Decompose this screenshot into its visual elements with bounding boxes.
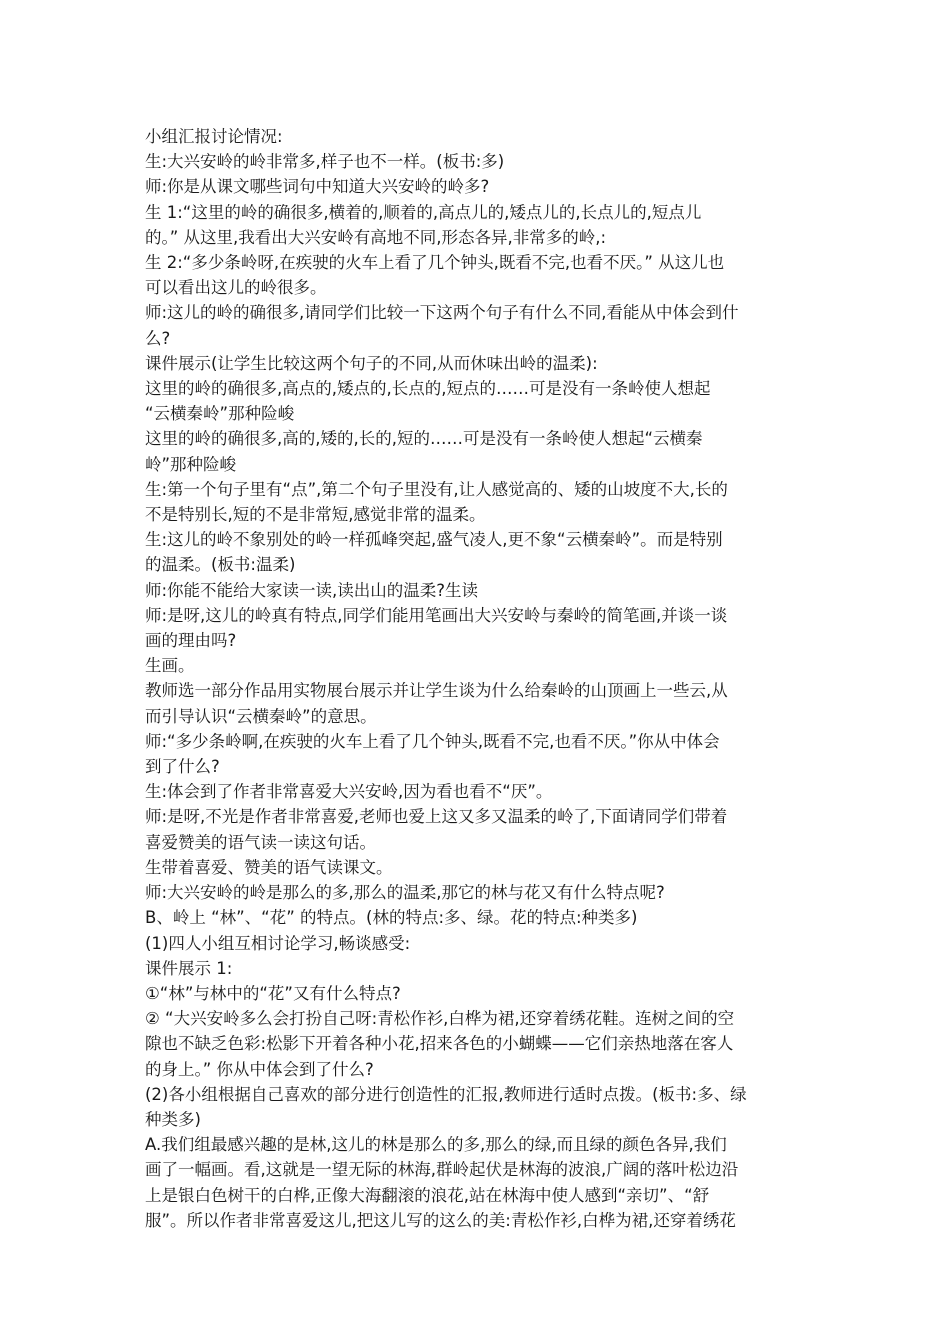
text-line: ② “大兴安岭多么会打扮自己呀:青松作衫,白桦为裙,还穿着绣花鞋。连树之间的空 bbox=[145, 1009, 735, 1029]
text-line: 这里的岭的确很多,高的,矮的,长的,短的……可是没有一条岭使人想起“云横秦 bbox=[145, 429, 703, 449]
text-line: 服”。所以作者非常喜爱这儿,把这儿写的这么的美:青松作衫,白桦为裙,还穿着绣花 bbox=[145, 1210, 736, 1230]
text-line: 而引导认识“云横秦岭”的意思。 bbox=[145, 706, 377, 726]
text-line: 画的理由吗? bbox=[145, 631, 237, 651]
text-line: 么? bbox=[145, 328, 171, 348]
text-line: 的温柔。(板书:温柔) bbox=[145, 555, 296, 575]
text-line: 教师选一部分作品用实物展台展示并让学生谈为什么给秦岭的山顶画上一些云,从 bbox=[145, 681, 728, 701]
text-line: 岭”那种险峻 bbox=[145, 454, 237, 474]
text-line: 可以看出这儿的岭很多。 bbox=[145, 278, 327, 298]
text-line: 画了一幅画。看,这就是一望无际的林海,群岭起伏是林海的波浪,广阔的落叶松边沿 bbox=[145, 1160, 739, 1180]
text-line: 师:“多少条岭啊,在疾驶的火车上看了几个钟头,既看不完,也看不厌。”你从中体会 bbox=[145, 731, 720, 751]
text-line: 师:你是从课文哪些词句中知道大兴安岭的岭多? bbox=[145, 177, 490, 197]
text-line: 生:这儿的岭不象别处的岭一样孤峰突起,盛气凌人,更不象“云横秦岭”。而是特别 bbox=[145, 530, 723, 550]
text-line: 生:体会到了作者非常喜爱大兴安岭,因为看也看不“厌”。 bbox=[145, 782, 553, 802]
text-line: 种类多) bbox=[145, 1109, 201, 1129]
text-line: 生 1:“这里的岭的确很多,横着的,顺着的,高点儿的,矮点儿的,长点儿的,短点儿 bbox=[145, 202, 702, 222]
text-line: 师:是呀,这儿的岭真有特点,同学们能用笔画出大兴安岭与秦岭的简笔画,并谈一谈 bbox=[145, 605, 728, 625]
text-line: 隙也不缺乏色彩:松影下开着各种小花,招来各色的小蝴蝶——它们亲热地落在客人 bbox=[145, 1034, 734, 1054]
text-line: 的身上。” 你从中体会到了什么? bbox=[145, 1059, 374, 1079]
text-line: 生:第一个句子里有“点”,第二个句子里没有,让人感觉高的、矮的山坡度不大,长的 bbox=[145, 479, 728, 499]
text-line: 生 2:“多少条岭呀,在疾驶的火车上看了几个钟头,既看不完,也看不厌。” 从这儿也 bbox=[145, 253, 725, 273]
text-line: 生带着喜爱、赞美的语气读课文。 bbox=[145, 857, 393, 877]
text-line: “云横秦岭”那种险峻 bbox=[145, 404, 295, 424]
text-line: 的。” 从这里,我看出大兴安岭有高地不同,形态各异,非常多的岭,: bbox=[145, 227, 607, 247]
text-line: 课件展示(让学生比较这两个句子的不同,从而休味出岭的温柔): bbox=[145, 353, 598, 373]
text-line: 课件展示 1: bbox=[145, 958, 233, 978]
text-line: 这里的岭的确很多,高点的,矮点的,长点的,短点的……可是没有一条岭使人想起 bbox=[145, 379, 711, 399]
text-line: 生:大兴安岭的岭非常多,样子也不一样。(板书:多) bbox=[145, 152, 505, 172]
text-line: B、岭上 “林”、“花” 的特点。(林的特点:多、绿。花的特点:种类多) bbox=[145, 908, 638, 928]
text-line: (2)各小组根据自己喜欢的部分进行创造性的汇报,教师进行适时点拨。(板书:多、绿 bbox=[145, 1084, 747, 1104]
text-line: 小组汇报讨论情况: bbox=[145, 127, 283, 146]
text-line: 师:你能不能给大家读一读,读出山的温柔?生读 bbox=[145, 580, 479, 600]
text-line: 上是银白色树干的白桦,正像大海翻滚的浪花,站在林海中使人感到“亲切”、“舒 bbox=[145, 1185, 710, 1205]
text-line: ①“林”与林中的“花”又有什么特点? bbox=[145, 983, 401, 1003]
text-line: 生画。 bbox=[145, 656, 195, 676]
text-line: A.我们组最感兴趣的是林,这儿的林是那么的多,那么的绿,而且绿的颜色各异,我们 bbox=[145, 1135, 727, 1155]
text-line: (1)四人小组互相讨论学习,畅谈感受: bbox=[145, 933, 411, 953]
text-line: 不是特别长,短的不是非常短,感觉非常的温柔。 bbox=[145, 505, 486, 525]
text-line: 师:这儿的岭的确很多,请同学们比较一下这两个句子有什么不同,看能从中体会到什 bbox=[145, 303, 739, 323]
text-line: 喜爱赞美的语气读一读这句话。 bbox=[145, 832, 376, 852]
text-line: 到了什么? bbox=[145, 757, 220, 777]
text-line: 师:是呀,不光是作者非常喜爱,老师也爱上这又多又温柔的岭了,下面请同学们带着 bbox=[145, 807, 728, 827]
text-line: 师:大兴安岭的岭是那么的多,那么的温柔,那它的林与花又有什么特点呢? bbox=[145, 883, 665, 903]
document-page bbox=[145, 124, 815, 1233]
